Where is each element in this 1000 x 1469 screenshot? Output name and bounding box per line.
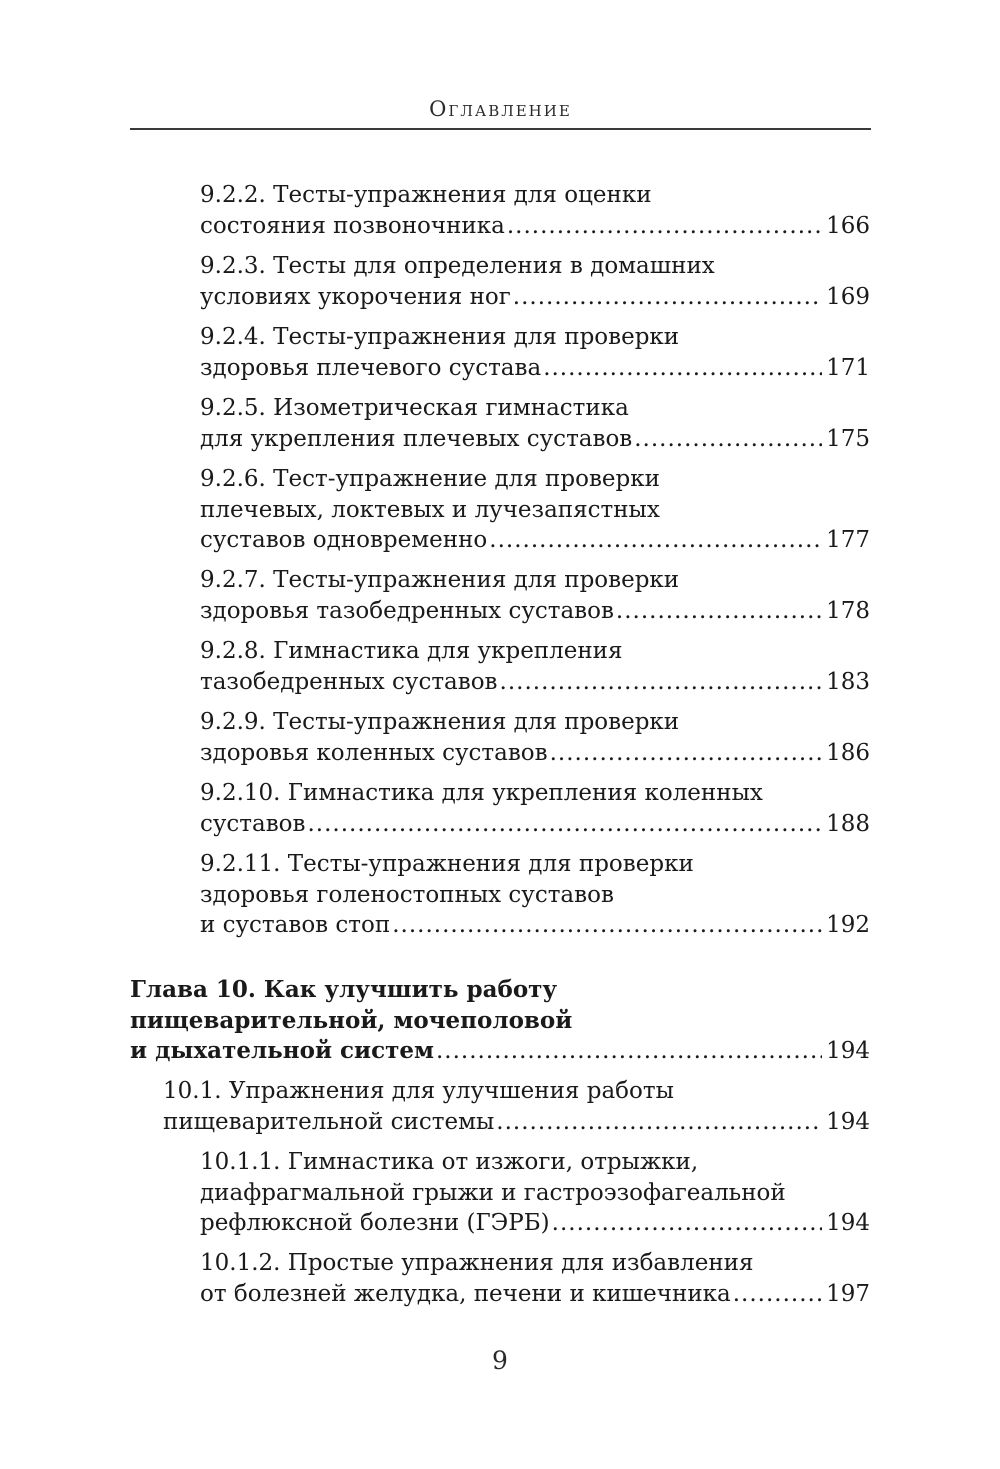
running-head: Оглавление xyxy=(429,97,572,121)
toc-entry-9-2-2[interactable] xyxy=(200,180,870,241)
toc-page-number: 186 xyxy=(826,739,870,766)
toc-page-number: 171 xyxy=(826,354,870,381)
dot-leader xyxy=(543,353,822,384)
toc-entry-title-line: суставов xyxy=(200,810,306,837)
toc-entry-10-1-2[interactable] xyxy=(200,1248,870,1309)
toc-entry-title-line: здоровья плечевого сустава xyxy=(200,354,542,381)
toc-page-number: 194 xyxy=(826,1108,870,1135)
toc-entry-9-2-7[interactable] xyxy=(200,565,870,626)
toc-page-number: 192 xyxy=(826,912,870,938)
toc-entry-9-2-9[interactable] xyxy=(200,707,870,768)
toc-entry-title-line: суставов одновременно xyxy=(200,527,488,553)
toc-page-number: 166 xyxy=(826,212,870,239)
toc-entry-title-line: диафрагмальной грыжи и гастроэзофагеальной xyxy=(200,1179,786,1206)
toc-entry-title-line: 9.2.5. Изометрическая гимнастика xyxy=(200,395,629,421)
toc-entry-title-line: пищеварительной, мочеполовой xyxy=(130,1006,573,1034)
page-number: 9 xyxy=(492,1346,508,1375)
toc-entry-title-line: Глава 10. Как улучшить работу xyxy=(130,976,558,1003)
dot-leader xyxy=(507,211,822,242)
toc-page-number: 194 xyxy=(826,1038,870,1064)
dot-leader xyxy=(496,1107,822,1138)
dot-leader xyxy=(307,809,822,840)
dot-leader xyxy=(392,910,822,941)
toc-entry-title-line: рефлюксной болезни (ГЭРБ) xyxy=(200,1210,550,1236)
dot-leader xyxy=(500,667,823,698)
toc-entry-10-1-1[interactable] xyxy=(200,1147,870,1239)
dot-leader xyxy=(552,1208,822,1239)
toc-entry-10-1[interactable] xyxy=(163,1076,870,1137)
toc-entry-9-2-10[interactable] xyxy=(200,778,870,839)
toc-entry-title-line: 10.1.2. Простые упражнения для избавления xyxy=(200,1250,754,1276)
toc-entry-title-line: для укрепления плечевых суставов xyxy=(200,425,633,452)
toc-page-number: 175 xyxy=(826,425,870,452)
dot-leader xyxy=(489,525,822,556)
toc-entry-title-line: 9.2.9. Тесты-упражнения для проверки xyxy=(200,709,680,735)
dot-leader xyxy=(733,1279,822,1310)
header-rule xyxy=(130,128,871,130)
toc-entry-title-line: 9.2.2. Тесты-упражнения для оценки xyxy=(200,182,652,208)
toc-entry-title-line: здоровья голеностопных суставов xyxy=(200,881,614,908)
toc-page-number: 197 xyxy=(826,1280,870,1307)
toc-entry-9-2-3[interactable] xyxy=(200,251,870,312)
toc-entry-9-2-4[interactable] xyxy=(200,322,870,383)
toc-entry-title-line: 9.2.10. Гимнастика для укрепления коленных xyxy=(200,780,763,806)
toc-entry-title-line: 9.2.7. Тесты-упражнения для проверки xyxy=(200,567,680,593)
toc-entry-9-2-5[interactable] xyxy=(200,393,870,454)
toc-entry-title-line: плечевых, локтевых и лучезапястных xyxy=(200,496,660,523)
dot-leader xyxy=(436,1036,822,1067)
dot-leader xyxy=(616,596,822,627)
toc-entry-title-line: здоровья коленных суставов xyxy=(200,739,548,766)
toc-page-number: 178 xyxy=(826,597,870,624)
toc-entry-title-line: условиях укорочения ног xyxy=(200,283,511,310)
toc-entry-title-line: и суставов стоп xyxy=(200,912,391,938)
toc-entry-title-line: 10.1.1. Гимнастика от изжоги, отрыжки, xyxy=(200,1149,699,1175)
toc-entry-title-line: состояния позвоночника xyxy=(200,212,505,239)
toc-entry-title-line: от болезней желудка, печени и кишечника xyxy=(200,1280,731,1307)
toc-entry-9-2-8[interactable] xyxy=(200,636,870,697)
toc-page-number: 194 xyxy=(826,1210,870,1236)
dot-leader xyxy=(634,424,822,455)
toc-entry-title-line: тазобедренных суставов xyxy=(200,668,498,695)
toc-entry-9-2-11[interactable] xyxy=(200,849,870,941)
dot-leader xyxy=(550,738,823,769)
toc-entry-title-line: 9.2.3. Тесты для определения в домашних xyxy=(200,253,715,279)
toc-entry-9-2-6[interactable] xyxy=(200,464,870,556)
toc-entry-title-line: 9.2.6. Тест-упражнение для проверки xyxy=(200,466,660,492)
toc-entry-title-line: 9.2.4. Тесты-упражнения для проверки xyxy=(200,324,680,350)
toc-entry-title-line: и дыхательной систем xyxy=(130,1037,434,1064)
toc-entry-title-line: 9.2.11. Тесты-упражнения для проверки xyxy=(200,851,694,877)
toc-page-number: 188 xyxy=(826,810,870,837)
toc-entry-title-line: 10.1. Упражнения для улучшения работы xyxy=(163,1078,674,1104)
toc-entry-title-line: здоровья тазобедренных суставов xyxy=(200,597,614,624)
toc-page-number: 169 xyxy=(826,283,870,310)
toc-entry-title-line: пищеварительной системы xyxy=(163,1108,495,1135)
toc-chapter-10[interactable] xyxy=(130,975,870,1067)
toc-entry-title-line: 9.2.8. Гимнастика для укрепления xyxy=(200,638,623,664)
toc-page-number: 177 xyxy=(826,527,870,553)
toc-page-number: 183 xyxy=(826,668,870,695)
dot-leader xyxy=(513,282,822,313)
